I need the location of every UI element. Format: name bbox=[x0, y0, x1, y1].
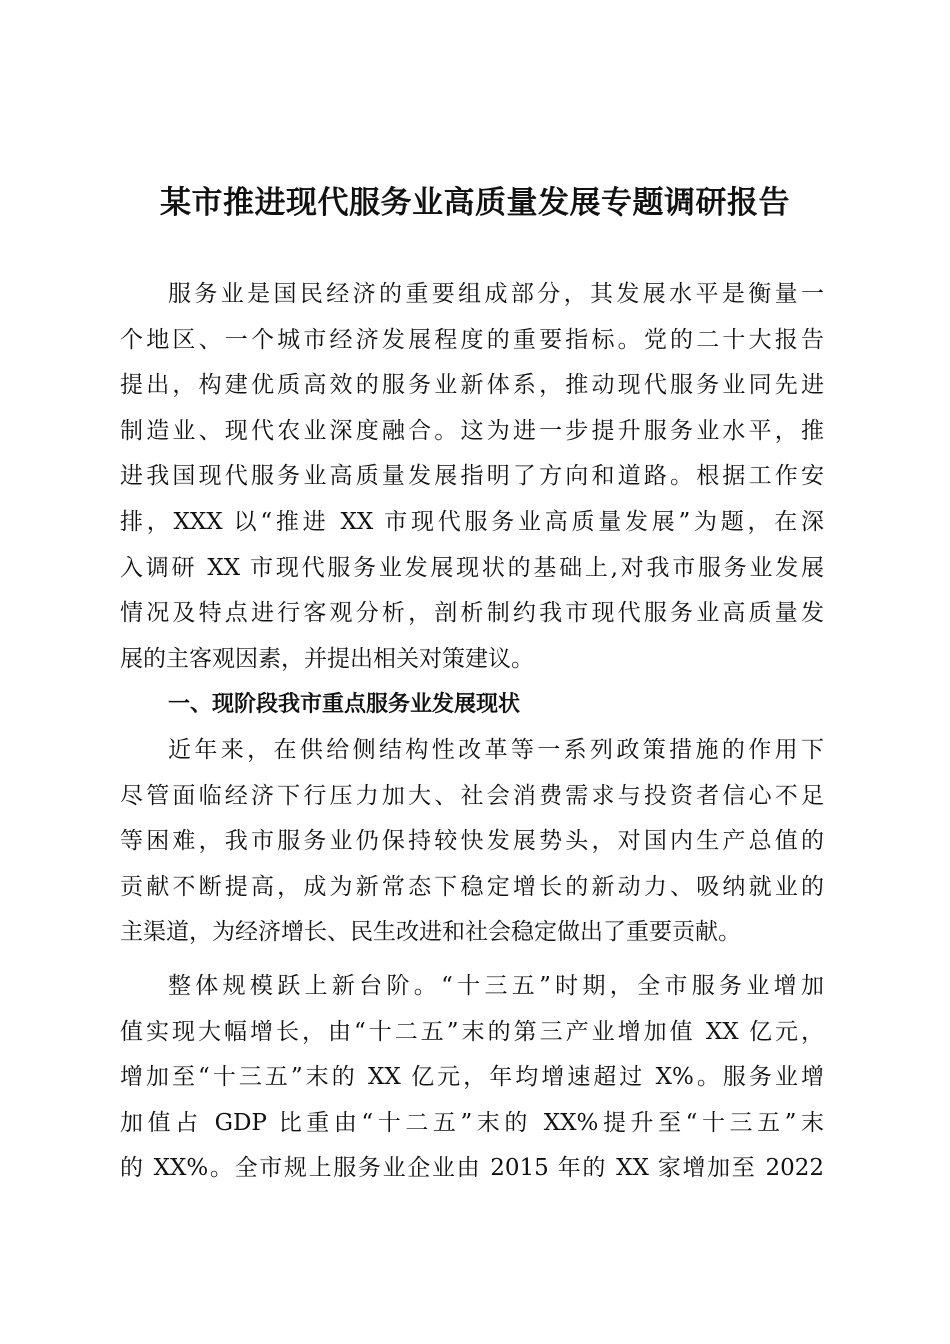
text-line: 增加至“十三五”末的 XX 亿元，年均增速超过 X%。服务业增 bbox=[120, 1064, 824, 1091]
text-line: 个地区、一个城市经济发展程度的重要指标。党的二十大报告 bbox=[120, 326, 824, 353]
text-line: 提出，构建优质高效的服务业新体系，推动现代服务业同先进 bbox=[120, 372, 824, 399]
scale-paragraph bbox=[120, 964, 824, 1192]
text-line: 进我国现代服务业高质量发展指明了方向和道路。根据工作安 bbox=[120, 463, 824, 490]
text-line: 近年来，在供给侧结构性改革等一系列政策措施的作用下 bbox=[168, 736, 824, 763]
text-line: 加值占 GDP 比重由“十二五”末的 XX%提升至“十三五”末 bbox=[120, 1109, 824, 1136]
text-line: 整体规模跃上新台阶。“十三五”时期，全市服务业增加 bbox=[168, 972, 824, 999]
text-line: 展的主客观因素，并提出相关对策建议。 bbox=[120, 645, 534, 672]
document-title: 某市推进现代服务业高质量发展专题调研报告 bbox=[160, 185, 790, 221]
text-line: 的 XX%。全市规上服务业企业由 2015 年的 XX 家增加至 2022 bbox=[120, 1155, 824, 1182]
text-line: 排，XXX 以“推进 XX 市现代服务业高质量发展”为题，在深 bbox=[120, 508, 824, 535]
intro-paragraph bbox=[120, 272, 824, 682]
text-line: 入调研 XX 市现代服务业发展现状的基础上,对我市服务业发展 bbox=[120, 554, 824, 581]
text-line: 尽管面临经济下行压力加大、社会消费需求与投资者信心不足 bbox=[120, 782, 824, 809]
section-heading: 一、现阶段我市重点服务业发展现状 bbox=[168, 692, 521, 718]
section1-paragraph bbox=[120, 728, 824, 956]
text-line: 情况及特点进行客观分析，剖析制约我市现代服务业高质量发 bbox=[120, 600, 824, 627]
text-line: 贡献不断提高，成为新常态下稳定增长的新动力、吸纳就业的 bbox=[120, 873, 824, 900]
document-body bbox=[120, 272, 824, 1192]
text-line: 等困难，我市服务业仍保持较快发展势头，对国内生产总值的 bbox=[120, 828, 824, 855]
text-line: 服务业是国民经济的重要组成部分，其发展水平是衡量一 bbox=[168, 281, 824, 307]
text-line: 制造业、现代农业深度融合。这为进一步提升服务业水平，推 bbox=[120, 417, 824, 444]
text-line: 值实现大幅增长，由“十二五”末的第三产业增加值 XX 亿元， bbox=[120, 1018, 824, 1045]
text-line: 主渠道，为经济增长、民生改进和社会稳定做出了重要贡献。 bbox=[120, 919, 741, 946]
paragraph-gap bbox=[120, 956, 824, 964]
